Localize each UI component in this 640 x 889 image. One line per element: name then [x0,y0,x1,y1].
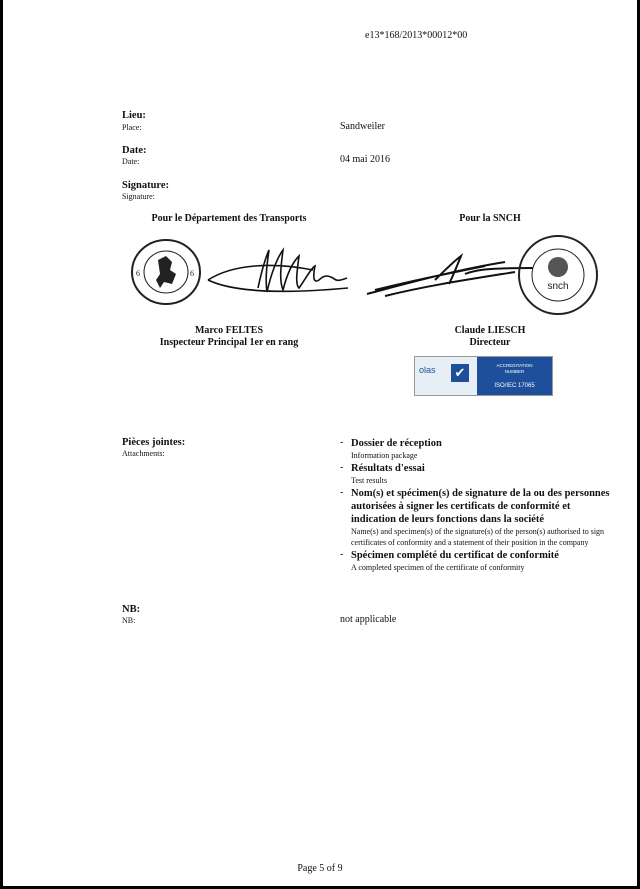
right-signatory-name: Claude LIESCH [454,325,526,336]
left-signatory-title: Inspecteur Principal 1er en rang [159,337,299,348]
snch-seal-icon [516,234,600,316]
svg-text:6: 6 [190,269,194,278]
attachment-en: Name(s) and specimen(s) of the signature(s) of the person(s) authorised to sign certificates of conformity and a statement of their position in the company [351,527,605,547]
feltes-signature [203,244,353,300]
attachments-list [340,437,610,574]
checkmark-icon: ✔ [451,364,469,382]
attachment-fr: Nom(s) et spécimen(s) de signature de la ou des personnes autorisées à signer les certificats de conformité et indication de leurs fonctions dans la société [351,488,610,525]
nb-label: NB: [122,604,141,615]
svg-text:6: 6 [136,269,140,278]
accreditation-standard: ISO/IEC 17065 [494,383,535,389]
attachment-en: Test results [351,476,388,485]
left-signatory-name: Marco FELTES [194,325,264,336]
attachment-fr: Dossier de réception [351,438,442,449]
attachment-item: - Spécimen complété du certificat de conformité A completed specimen of the certificate of conformity [340,549,610,573]
right-signatory-for: Pour la SNCH [459,213,521,224]
transport-department-seal-icon [130,238,202,306]
snch-seal-logo: snch [547,281,569,292]
attachment-item: - Dossier de réception Information package [340,437,610,461]
attachments-label-en: Attachments: [122,449,165,458]
liesch-signature [365,250,535,300]
document-page [3,0,637,886]
attachment-item: - Résultats d'essai Test results [340,462,610,486]
olas-logo: olas [419,365,436,375]
olas-accreditation-badge [414,356,553,396]
attachment-item: - Nom(s) et spécimen(s) de signature de la ou des personnes autorisées à signer les certificats de conformité et indication de leurs fonctions dans la société Name(s) and specimen(s) of the signature(s) of the person(s) authorised to sign certificates of conformity and a statement of their position in the company [340,487,610,547]
accreditation-line2: NUMBER [504,369,525,374]
right-signatory-title: Directeur [469,337,511,348]
date-label: Date: [122,145,147,156]
attachment-fr: Spécimen complété du certificat de conformité [351,550,559,561]
reference-number: e13*168/2013*00012*00 [365,30,468,41]
accreditation-line1: ACCREDITATION [496,363,533,368]
date-label-en: Date: [122,157,140,166]
attachment-fr: Résultats d'essai [351,463,425,474]
attachment-en: A completed specimen of the certificate of conformity [351,563,525,572]
signature-label: Signature: [122,180,170,191]
place-value: Sandweiler [340,121,385,132]
signature-label-en: Signature: [122,192,155,201]
attachment-en: Information package [351,451,418,460]
date-value: 04 mai 2016 [340,154,390,165]
nb-value: not applicable [340,614,397,625]
place-label: Lieu: [122,110,146,121]
attachments-label: Pièces jointes: [122,437,186,448]
page-number: Page 5 of 9 [297,863,343,874]
nb-label-en: NB: [122,616,136,625]
place-label-en: Place: [122,123,142,132]
left-signatory-for: Pour le Département des Transports [151,213,307,224]
